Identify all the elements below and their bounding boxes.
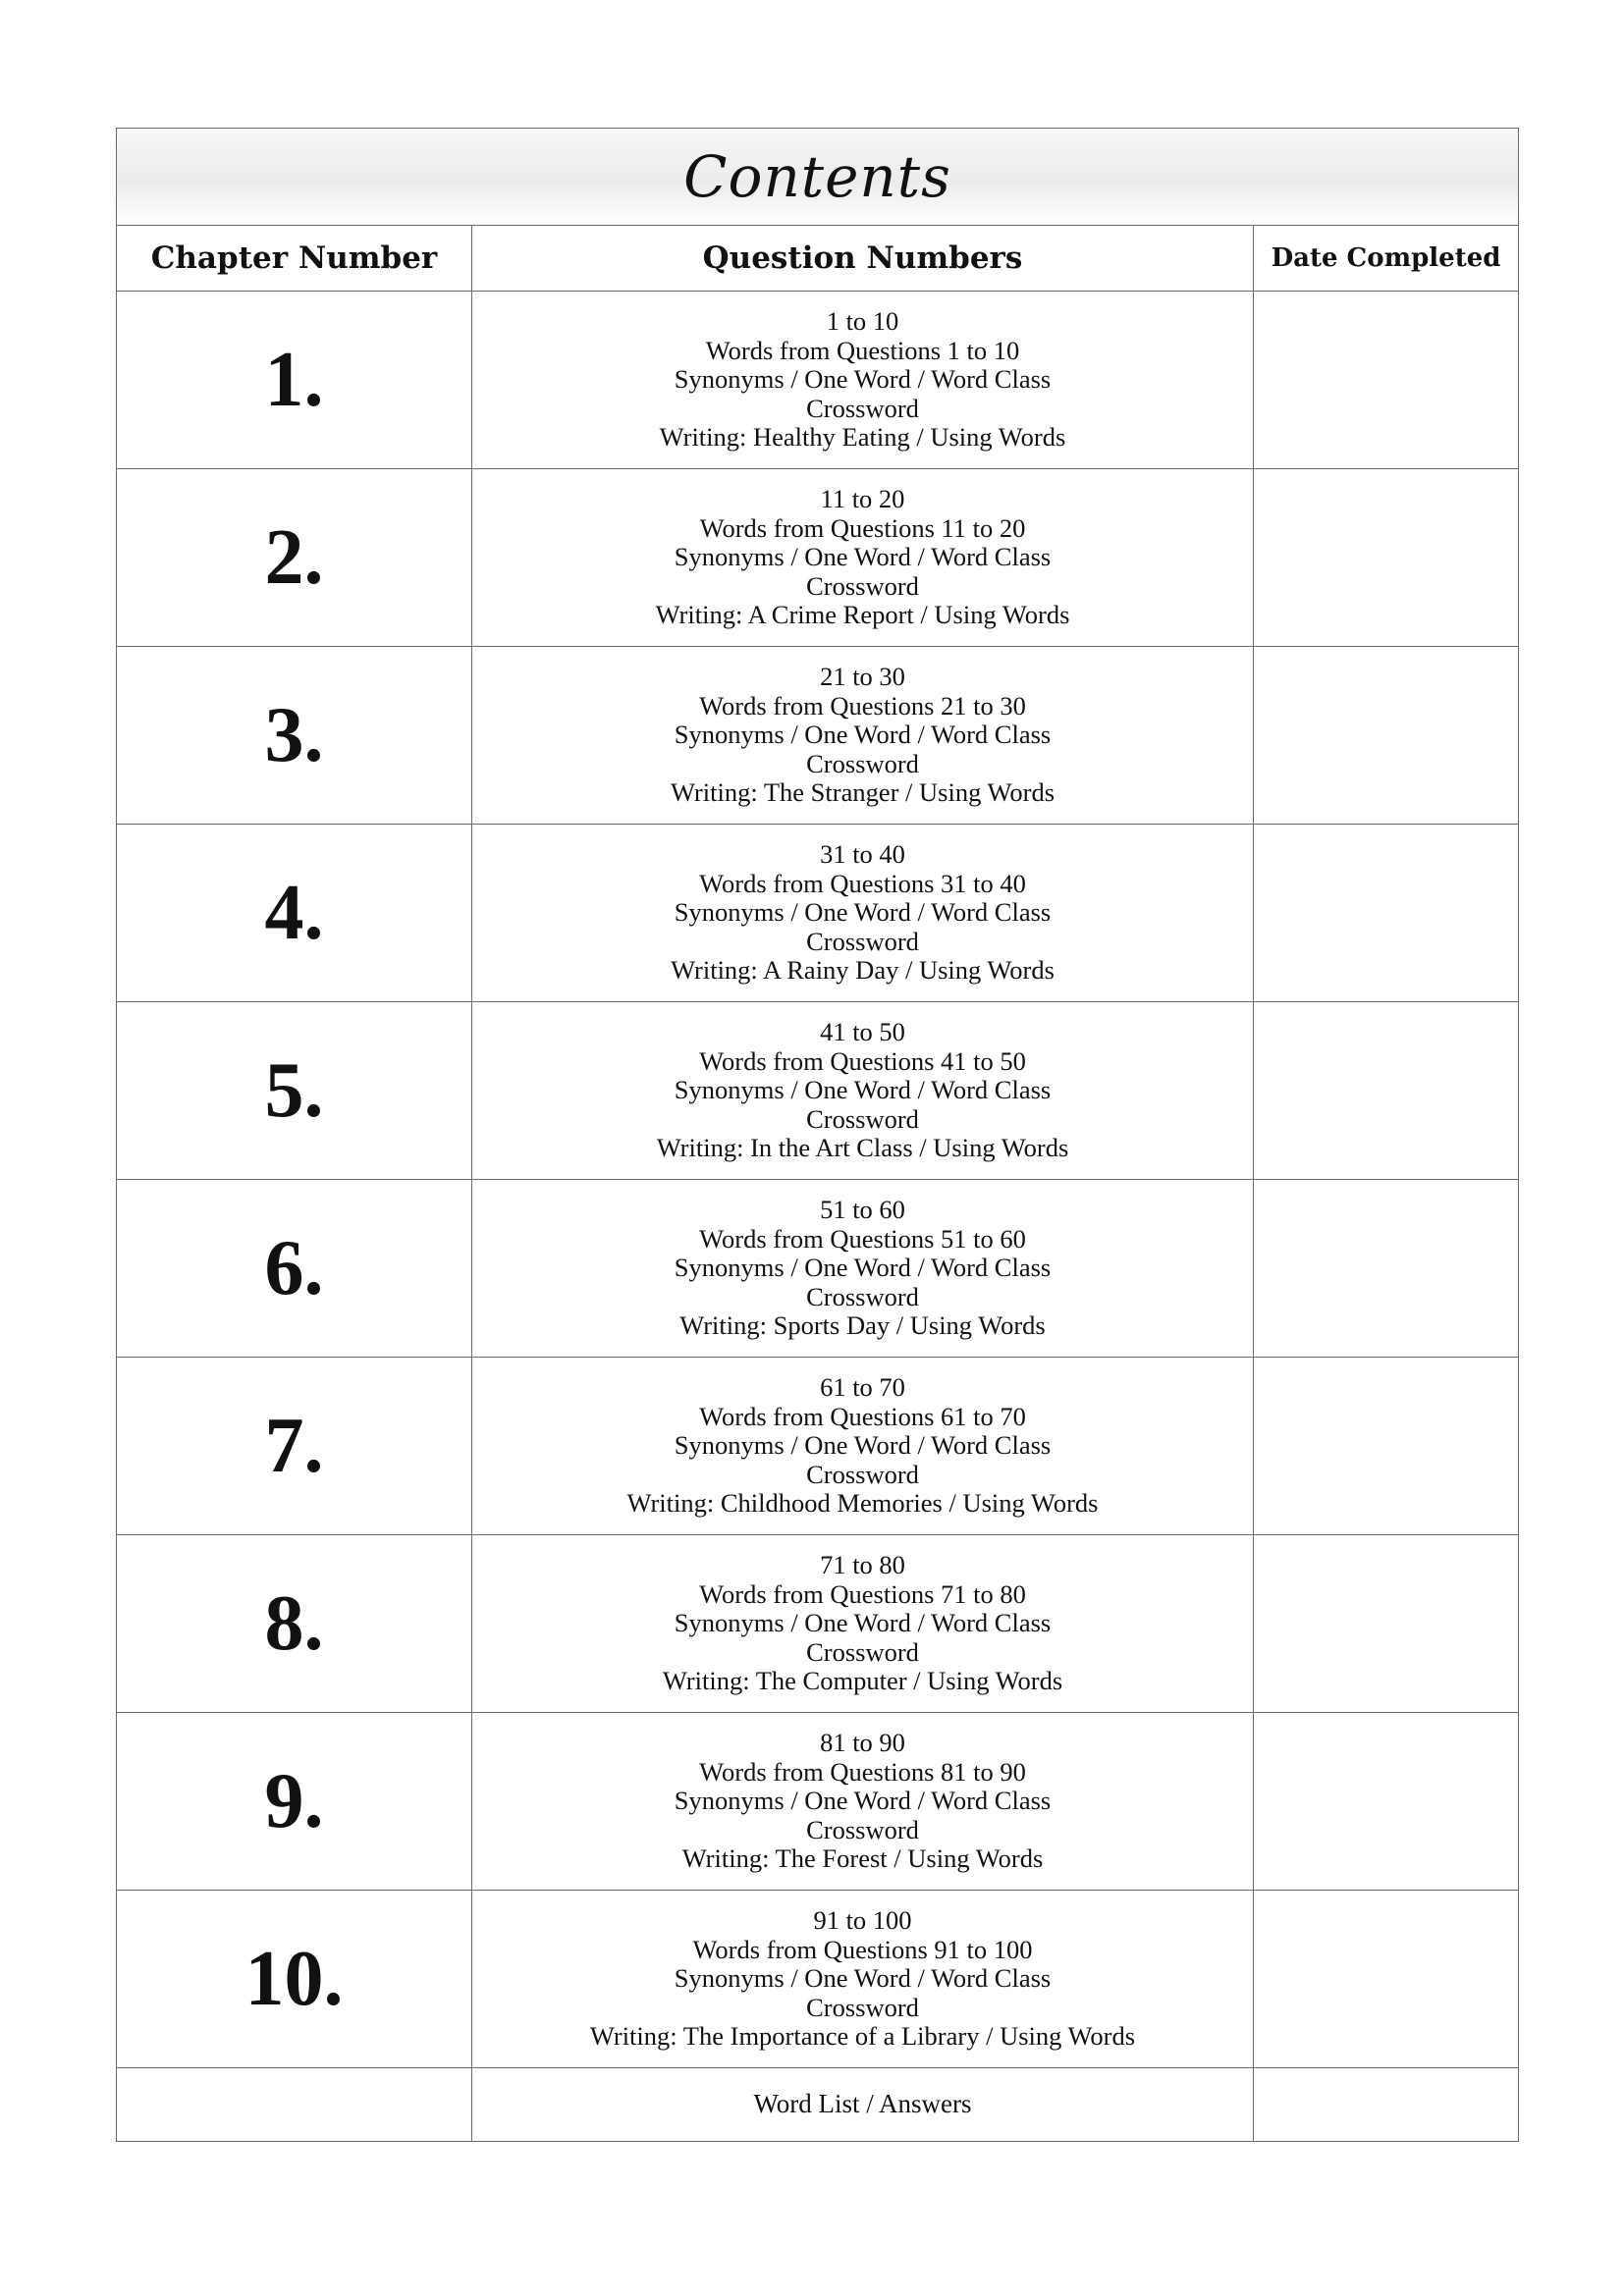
date-completed-header: Date Completed (1254, 226, 1519, 292)
question-line: Crossword (806, 1459, 919, 1489)
question-numbers-cell (472, 1358, 1254, 1535)
question-line: Crossword (806, 393, 919, 423)
chapter-number: 1. (117, 292, 472, 469)
chapter-row (117, 469, 1519, 647)
question-line: Writing: A Crime Report / Using Words (655, 600, 1070, 630)
chapter-row (117, 1002, 1519, 1180)
question-line: 11 to 20 (820, 484, 905, 514)
question-line: 21 to 30 (820, 662, 905, 692)
chapter-number-header: Chapter Number (117, 226, 472, 292)
question-line: 1 to 10 (826, 306, 899, 337)
chapter-row (117, 292, 1519, 469)
question-line: Synonyms / One Word / Word Class (674, 1253, 1052, 1283)
footer-row (117, 2068, 1519, 2142)
chapter-number: 6. (117, 1180, 472, 1358)
question-numbers-cell (472, 647, 1254, 825)
footer-chapter-cell (117, 2068, 472, 2142)
chapter-number: 7. (117, 1358, 472, 1535)
chapter-number: 2. (117, 469, 472, 647)
chapter-row (117, 1891, 1519, 2068)
question-line: Synonyms / One Word / Word Class (674, 1963, 1052, 1994)
question-line: 91 to 100 (813, 1905, 912, 1936)
question-line: Crossword (806, 1992, 919, 2022)
question-line: Synonyms / One Word / Word Class (674, 897, 1052, 928)
question-line: Synonyms / One Word / Word Class (674, 542, 1052, 572)
date-completed-cell[interactable] (1254, 469, 1519, 647)
chapter-row (117, 1713, 1519, 1891)
question-line: Words from Questions 81 to 90 (699, 1756, 1026, 1787)
question-numbers-cell (472, 1002, 1254, 1180)
chapter-row (117, 647, 1519, 825)
chapter-row (117, 1180, 1519, 1358)
question-numbers-cell (472, 825, 1254, 1002)
question-numbers-cell (472, 292, 1254, 469)
question-line: Words from Questions 61 to 70 (699, 1401, 1026, 1431)
question-line: 31 to 40 (820, 839, 905, 870)
question-line: Words from Questions 51 to 60 (699, 1223, 1026, 1254)
question-line: Words from Questions 11 to 20 (699, 512, 1026, 543)
question-line: Writing: The Importance of a Library / Using Words (589, 2021, 1136, 2052)
chapter-row (117, 1535, 1519, 1713)
question-line: Crossword (806, 926, 919, 956)
chapter-row (117, 825, 1519, 1002)
question-line: 81 to 90 (820, 1728, 905, 1758)
question-line: Words from Questions 21 to 30 (699, 690, 1026, 721)
word-list-answers: Word List / Answers (472, 2068, 1254, 2142)
date-completed-cell[interactable] (1254, 825, 1519, 1002)
question-line: Writing: Sports Day / Using Words (679, 1310, 1046, 1341)
question-line: Words from Questions 1 to 10 (705, 335, 1020, 365)
question-line: 71 to 80 (820, 1550, 905, 1580)
question-line: 41 to 50 (820, 1017, 905, 1047)
date-completed-cell[interactable] (1254, 1891, 1519, 2068)
date-completed-cell[interactable] (1254, 292, 1519, 469)
question-line: Synonyms / One Word / Word Class (674, 720, 1052, 750)
contents-table (116, 128, 1519, 2142)
question-numbers-header: Question Numbers (472, 226, 1254, 292)
question-line: Writing: Healthy Eating / Using Words (659, 422, 1066, 453)
question-numbers-cell (472, 469, 1254, 647)
date-completed-cell[interactable] (1254, 1358, 1519, 1535)
question-line: Writing: In the Art Class / Using Words (656, 1133, 1069, 1163)
question-line: Writing: The Computer / Using Words (662, 1666, 1063, 1696)
question-numbers-cell (472, 1891, 1254, 2068)
question-line: Synonyms / One Word / Word Class (674, 1430, 1052, 1461)
footer-date-cell (1254, 2068, 1519, 2142)
chapter-number: 3. (117, 647, 472, 825)
chapter-number: 8. (117, 1535, 472, 1713)
question-line: Writing: The Forest / Using Words (681, 1843, 1044, 1874)
date-completed-cell[interactable] (1254, 1713, 1519, 1891)
question-line: Words from Questions 41 to 50 (699, 1045, 1026, 1076)
question-line: Crossword (806, 570, 919, 601)
question-line: Crossword (806, 1636, 919, 1667)
question-line: Writing: Childhood Memories / Using Words (626, 1488, 1099, 1519)
question-line: Crossword (806, 1281, 919, 1311)
question-line: Synonyms / One Word / Word Class (674, 364, 1052, 395)
chapter-rows (117, 292, 1519, 2068)
date-completed-cell[interactable] (1254, 1180, 1519, 1358)
question-line: Words from Questions 71 to 80 (699, 1578, 1026, 1609)
chapter-row (117, 1358, 1519, 1535)
question-line: Words from Questions 91 to 100 (692, 1934, 1033, 1964)
question-line: 61 to 70 (820, 1372, 905, 1403)
chapter-number: 9. (117, 1713, 472, 1891)
question-numbers-cell (472, 1713, 1254, 1891)
question-line: Synonyms / One Word / Word Class (674, 1786, 1052, 1816)
question-line: Synonyms / One Word / Word Class (674, 1075, 1052, 1105)
date-completed-cell[interactable] (1254, 1535, 1519, 1713)
question-numbers-cell (472, 1535, 1254, 1713)
question-line: Writing: The Stranger / Using Words (670, 777, 1056, 808)
question-line: 51 to 60 (820, 1195, 905, 1225)
question-line: Crossword (806, 748, 919, 778)
question-line: Crossword (806, 1814, 919, 1844)
question-numbers-cell (472, 1180, 1254, 1358)
chapter-number: 5. (117, 1002, 472, 1180)
question-line: Synonyms / One Word / Word Class (674, 1608, 1052, 1638)
chapter-number: 10. (117, 1891, 472, 2068)
date-completed-cell[interactable] (1254, 1002, 1519, 1180)
question-line: Words from Questions 31 to 40 (699, 868, 1026, 898)
question-line: Writing: A Rainy Day / Using Words (671, 955, 1055, 986)
page-title: Contents (117, 129, 1519, 226)
question-line: Crossword (806, 1103, 919, 1134)
chapter-number: 4. (117, 825, 472, 1002)
date-completed-cell[interactable] (1254, 647, 1519, 825)
